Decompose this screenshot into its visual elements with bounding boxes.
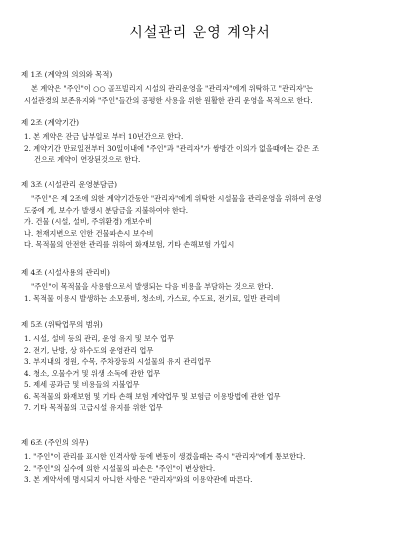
article-3-body: [21, 193, 378, 251]
article-3-line: 도중에 게, 보수가 발생시 분담금을 지불하여야 한다.: [24, 205, 189, 215]
article-1-line: 본 계약은 "주인"이 ○○ 골프빌리지 시설의 관리운영을 "관리자"에게 위탁하고 "관리자"는: [31, 84, 314, 93]
article-3-item: 가. 건물 (시설, 설비, 주위환경) 개보수비: [24, 217, 153, 226]
article-6-item: 2. "주인"의 실수에 의한 시설물의 파손은 "주인"이 변상한다.: [24, 463, 216, 473]
article-2: [21, 118, 378, 166]
article-3-item: 다. 목적물의 안전한 관리를 위하여 화재보험, 기타 손해보험 가입시: [24, 240, 235, 249]
article-5-item: 4. 청소, 오물수거 및 위생 소독에 관한 업무: [24, 368, 161, 378]
article-6-heading: 제 6조 (주인의 의무): [21, 438, 89, 447]
article-5: [21, 320, 378, 414]
article-4-body: [21, 281, 378, 304]
article-3-item: 나. 천재지변으로 인한 건물파손시 보수비: [24, 228, 154, 238]
article-5-item: 7. 기타 목적물의 고급시설 유지를 위한 업무: [24, 403, 163, 412]
article-5-item: 5. 제세 공과금 및 비용들의 지불업무: [24, 380, 140, 389]
article-2-item: 2. 계약기간 만료일전부터 30일이내에 "주인"과 "관리자"가 쌍방간 이의가 없을때에는 같은 조: [24, 143, 320, 153]
article-5-heading: 제 5조 (위탁업무의 범위): [21, 320, 103, 329]
article-6-item: 3. 본 계약서에 명시되지 아니한 사항은 "관리자"와의 이용약관에 따른다.: [24, 475, 253, 484]
article-6-body: [21, 451, 378, 486]
article-1-body: [21, 83, 378, 106]
document-title: 시설관리 운영 계약서: [129, 25, 271, 41]
article-1-heading: 제 1조 (계약의 의의와 목적): [21, 70, 113, 79]
article-3: [21, 180, 378, 251]
article-2-item-continued: 건으로 계약이 연장된것으로 한다.: [34, 155, 141, 164]
article-4-line: "주인"이 목적물을 사용함으로서 발생되는 다음 비용을 부담하는 것으로 한다.: [31, 282, 274, 291]
article-1: [21, 70, 378, 106]
article-1-line: 시설관경의 보존유지와 "주인"들간의 공평한 사용을 위한 원활한 관리 운영을 목적으로 한다.: [24, 95, 313, 105]
article-4-heading: 제 4조 (시설사용의 관리비): [21, 268, 110, 277]
article-5-item: 3. 부지내의 정원, 수목, 주차장등의 시설물의 유지 관리업무: [24, 357, 212, 366]
article-3-line: "주인"은 제 2조에 의한 계약기간동안 "관리자"에게 위탁한 시설물을 관리운영을 위하여 운영: [31, 194, 322, 203]
article-4-item: 1. 목적물 이용시 발생하는 소모품비, 청소비, 가스료, 수도료, 전기료, 일반 관리비: [24, 293, 281, 303]
article-6: [21, 438, 378, 486]
article-2-heading: 제 2조 (계약기간): [21, 118, 80, 127]
article-3-heading: 제 3조 (시설관리 운영분담금): [21, 180, 118, 189]
article-5-item: 6. 목적물의 화재보험 및 기타 손해 보험 계약업무 및 보험금 이용방법에 관한 업무: [24, 391, 281, 401]
article-5-body: [21, 333, 378, 414]
article-5-item: 1. 시설, 설비 등의 관리, 운영 유지 및 보수 업무: [24, 334, 175, 343]
article-4: [21, 268, 378, 304]
article-5-item: 2. 전기, 난방, 상 하수도의 운영관리 업무: [24, 345, 154, 355]
article-6-item: 1. "주인"이 관리를 표시한 인격사항 등에 변동이 생겼을때는 즉시 "관리자"에게 통보한다.: [24, 452, 306, 461]
article-2-item: 1. 본 계약은 잔금 납부일로 부터 10년간으로 한다.: [24, 132, 184, 141]
article-2-body: [21, 131, 378, 166]
